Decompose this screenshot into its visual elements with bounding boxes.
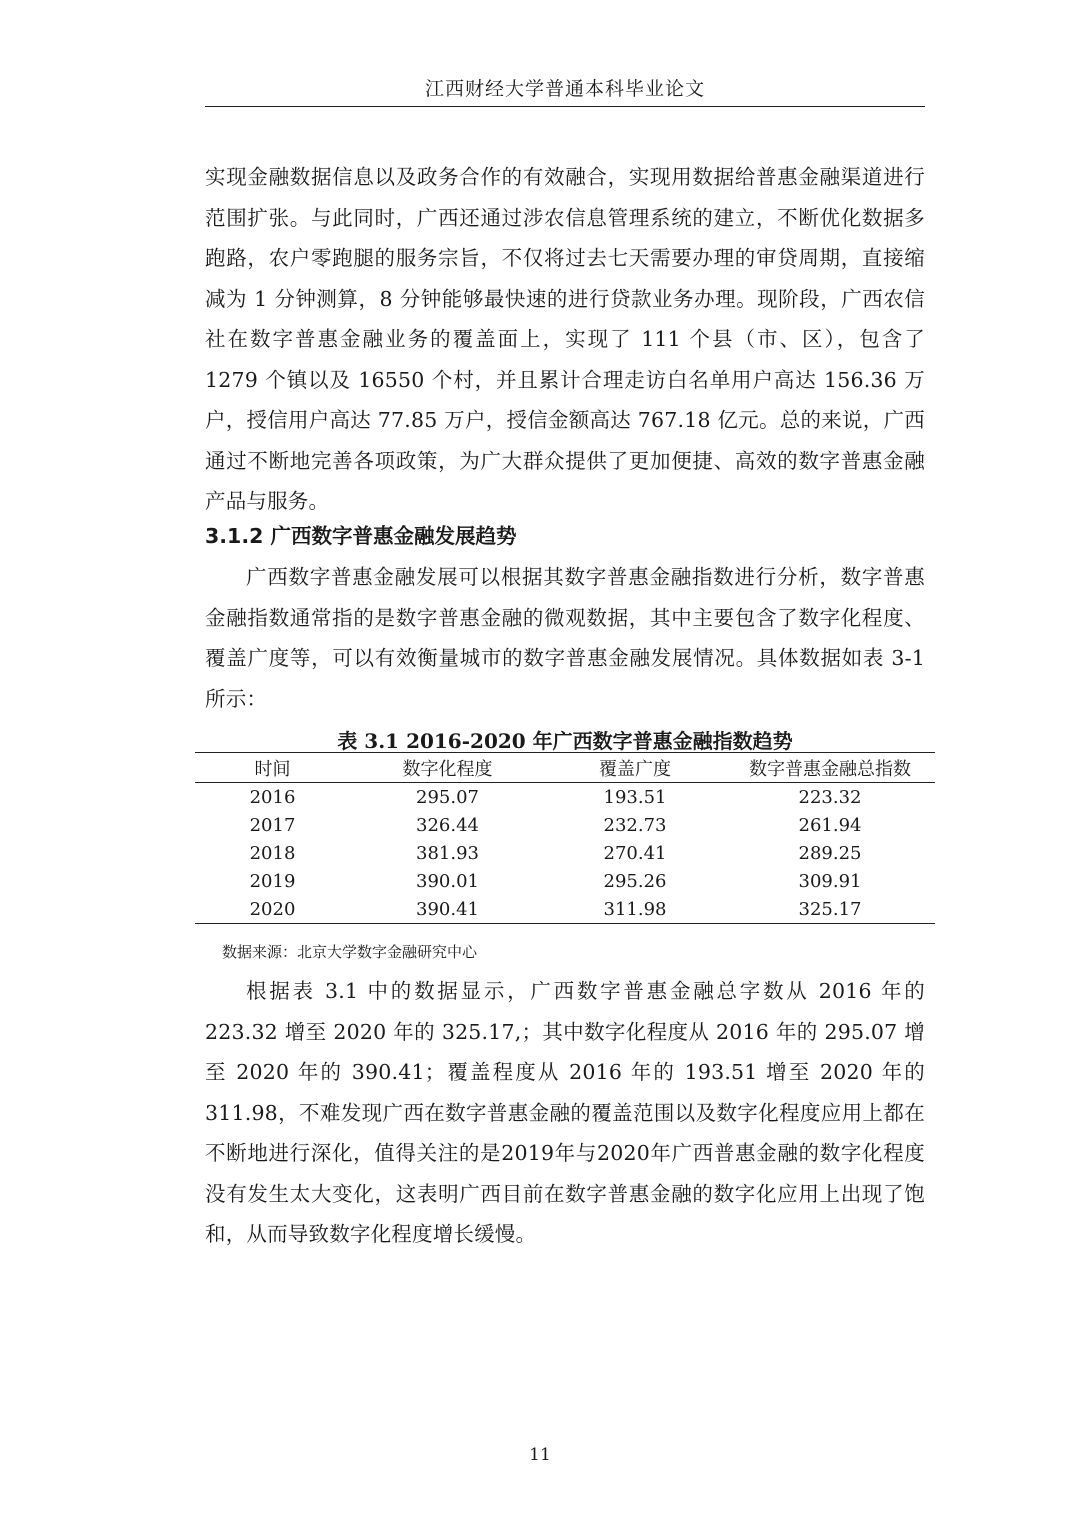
- table-row: [195, 867, 935, 895]
- cell-coverage: 270.41: [603, 842, 667, 864]
- cell-total-index: 261.94: [798, 814, 862, 836]
- header-total-index: 数字普惠金融总指数: [725, 753, 935, 783]
- table-row: [195, 839, 935, 867]
- index-trend-table: [195, 752, 935, 924]
- cell-digitization: 326.44: [416, 814, 479, 836]
- cell-coverage: 193.51: [603, 786, 667, 808]
- data-source-note: 数据来源：北京大学数字金融研究中心: [222, 943, 478, 961]
- cell-year: 2020: [195, 895, 350, 924]
- table-row: [195, 811, 935, 839]
- running-header: 江西财经大学普通本科毕业论文: [424, 78, 705, 100]
- cell-digitization: 390.41: [350, 895, 545, 924]
- body-paragraph-2: 广西数字普惠金融发展可以根据其数字普惠金融指数进行分析，数字普惠金融指数通常指的是数字普惠金融的微观数据，其中主要包含了数字化程度、覆盖广度等，可以有效衡量城市的数字普惠金融发展情况。具体数据如表 3-1 所示：: [205, 565, 925, 711]
- header-year: 时间: [195, 753, 350, 783]
- table-row: [195, 895, 935, 924]
- cell-total-index: 309.91: [798, 870, 862, 892]
- cell-coverage: 295.26: [603, 870, 667, 892]
- cell-coverage: 311.98: [545, 895, 725, 924]
- cell-year: 2017: [249, 814, 296, 836]
- cell-year: 2018: [249, 842, 296, 864]
- page-number: 11: [529, 1445, 551, 1465]
- cell-total-index: 223.32: [798, 786, 862, 808]
- cell-total-index: 325.17: [725, 895, 935, 924]
- cell-year: 2019: [249, 870, 296, 892]
- cell-total-index: 289.25: [798, 842, 862, 864]
- cell-digitization: 295.07: [416, 786, 479, 808]
- body-paragraph-1: 实现金融数据信息以及政务合作的有效融合，实现用数据给普惠金融渠道进行范围扩张。与此同时，广西还通过涉农信息管理系统的建立，不断优化数据多跑路，农户零跑腿的服务宗旨，不仅将过去七天需要办理的审贷周期，直接缩减为 1 分钟测算，8 分钟能够最快速的进行贷款业务办理。现阶段，广西农信社在数字普惠金融业务的覆盖面上，实现了 111 个县（市、区），包含了 1279 个镇以及 16550 个村，并且累计合理走访白名单用户高达 156.36 万户，授信用户高达 77.85 万户，授信金额高达 767.18 亿元。总的来说，广西通过不断地完善各项政策，为广大群众提供了更加便捷、高效的数字普惠金融产品与服务。: [205, 165, 925, 513]
- cell-year: 2016: [249, 786, 296, 808]
- cell-digitization: 390.01: [416, 870, 479, 892]
- header-rule: [205, 106, 925, 107]
- body-paragraph-3: 根据表 3.1 中的数据显示，广西数字普惠金融总字数从 2016 年的 223.32 增至 2020 年的 325.17,；其中数字化程度从 2016 年的 295.07 增至 2020 年的 390.41；覆盖程度从 2016 年的 193.51 增至 2020 年的 311.98，不难发现广西在数字普惠金融的覆盖范围以及数字化程度应用上都在不断地进行深化，值得关注的是2019年与2020年广西普惠金融的数字化程度没有发生太大变化，这表明广西目前在数字普惠金融的数字化应用上出现了饱和，从而导致数字化程度增长缓慢。: [205, 979, 925, 1246]
- cell-digitization: 381.93: [416, 842, 479, 864]
- cell-coverage: 232.73: [603, 814, 667, 836]
- header-coverage: 覆盖广度: [545, 753, 725, 783]
- table-caption: 表 3.1 2016-2020 年广西数字普惠金融指数趋势: [337, 729, 793, 753]
- table-header-row: [195, 753, 935, 783]
- header-digitization: 数字化程度: [350, 753, 545, 783]
- table-row: [195, 783, 935, 812]
- section-heading: 3.1.2 广西数字普惠金融发展趋势: [205, 524, 517, 548]
